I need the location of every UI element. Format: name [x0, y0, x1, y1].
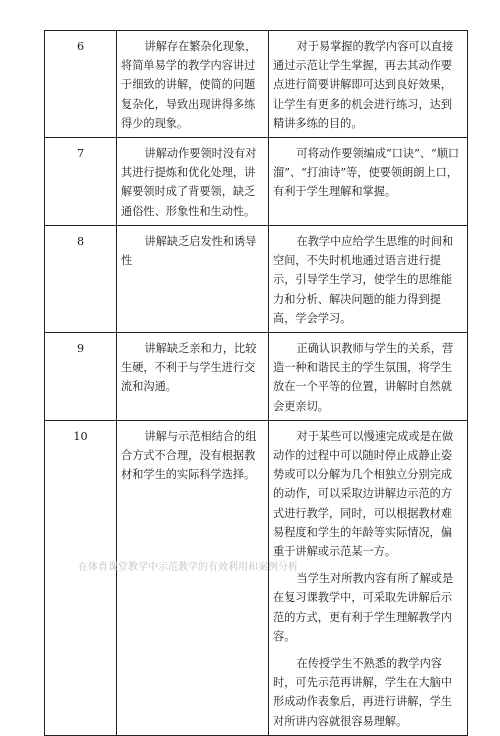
page-footer-text: 在体育课堂教学中示范教学的有效利用和案例分析 — [78, 562, 298, 573]
solution-cell — [269, 31, 468, 138]
row-number: 8 — [45, 226, 117, 333]
row-number: 7 — [45, 138, 117, 226]
table-row — [45, 420, 468, 735]
solution-cell — [269, 420, 468, 735]
solution-paragraph: 当学生对所教内容有所了解或是在复习课教学中，可采取先讲解后示范的方式，更有利于学生理解教学内容。 — [273, 572, 454, 643]
solution-paragraph: 在教学中应给学生思维的时间和空间，不失时机地通过语言进行提示，引导学生学习，使学生的思维能力和分析、解决问题的能力得到提高，学会学习。 — [273, 235, 454, 325]
solution-paragraph: 对于易掌握的教学内容可以直接通过示范让学生掌握，再去其动作要点进行简要讲解即可达到良好效果，让学生有更多的机会进行练习，达到精讲多练的目的。 — [273, 40, 454, 130]
solution-cell — [269, 333, 468, 421]
problem-cell: 讲解存在繁杂化现象，将简单易学的教学内容讲过于细致的讲解，使简的问题复杂化，导致出现讲得多练得少的现象。 — [117, 31, 269, 138]
teaching-problems-table — [44, 30, 468, 736]
solution-paragraph: 对于某些可以慢速完成或是在做动作的过程中可以随时停止成静止姿势或可以分解为几个相独立分别完成的动作，可以采取边讲解边示范的方式进行教学，同时，可以根据教材难易程度和学生的年龄等实际情况，偏重于讲解或示范某一方。 — [273, 429, 454, 559]
problem-cell: 讲解与示范相结合的组合方式不合理，没有根据教材和学生的实际科学选择。 — [117, 420, 269, 735]
table-row — [45, 31, 468, 138]
solution-cell — [269, 226, 468, 333]
problem-cell: 讲解缺乏亲和力，比较生硬，不利于与学生进行交流和沟通。 — [117, 333, 269, 421]
problem-cell: 讲解缺乏启发性和诱导性 — [117, 226, 269, 333]
solution-cell — [269, 138, 468, 226]
row-number: 6 — [45, 31, 117, 138]
solution-paragraph: 可将动作要领编成“口诀”、“顺口溜”、“打油诗”等，使要领朗朗上口，有利于学生理解和掌握。 — [273, 147, 460, 199]
row-number: 9 — [45, 333, 117, 421]
table-row — [45, 333, 468, 421]
solution-paragraph: 在传授学生不熟悉的教学内容时，可先示范再讲解，学生在大脑中形成动作表象后，再进行讲解，学生对所讲内容就很容易理解。 — [273, 657, 453, 728]
table-row — [45, 226, 468, 333]
row-number: 10 — [45, 420, 117, 735]
problem-cell: 讲解动作要领时没有对其进行提炼和优化处理，讲解要领时成了背要领，缺乏通俗性、形象性和生动性。 — [117, 138, 269, 226]
table-row — [45, 138, 468, 226]
solution-paragraph: 正确认识教师与学生的关系，营造一种和谐民主的学生氛围，将学生放在一个平等的位置，讲解时自然就会更亲切。 — [273, 342, 454, 413]
